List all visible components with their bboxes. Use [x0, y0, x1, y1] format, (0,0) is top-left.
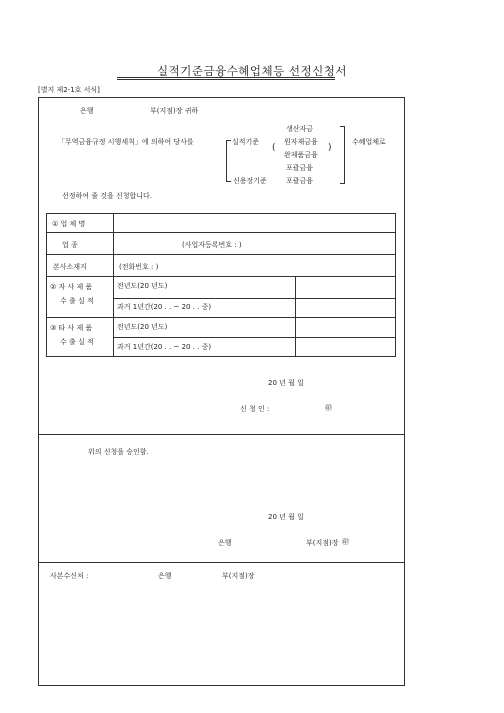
approval-bank: 은행 [218, 539, 232, 547]
title-underline-double [117, 79, 335, 80]
copy-to-bank: 은행 [158, 572, 172, 580]
inner-left-paren: ( [272, 143, 276, 153]
closing-text: 선정하여 줄 것을 신청합니다. [62, 192, 153, 200]
business-type-label: 업 종 [62, 241, 78, 249]
other-export-label: ③ 타 사 제 품 [50, 324, 93, 332]
info-table [46, 213, 396, 357]
title-underline [117, 77, 335, 78]
business-reg-field: (사업자등록번호 : ) [182, 241, 242, 249]
own-prev-year: 전년도(20 년도) [117, 282, 168, 290]
option-raw-material: 원자재금융 [284, 138, 318, 146]
inner-right-paren: ) [328, 143, 332, 153]
export-value-divider [295, 276, 296, 357]
approval-seal-icon: ㊞ [342, 538, 349, 546]
copy-divider [38, 562, 405, 563]
bracket-bottom-tick [226, 181, 231, 182]
right-bracket [340, 126, 345, 184]
other-export-label-2: 수 출 실 적 [60, 338, 94, 346]
credit-basis-label: 신용장기준 [233, 177, 267, 185]
own-export-label: ② 자 사 제 품 [50, 283, 93, 291]
branch-addressee: 부(지점)장 귀하 [150, 107, 199, 115]
own-past-year: 과거 1년간(20 . . ~ 20 . . 중) [117, 303, 212, 311]
performance-basis-label: 실적기준 [232, 138, 260, 146]
own-export-label-2: 수 출 실 적 [60, 297, 94, 305]
row-divider-4a [113, 337, 396, 338]
phone-field: (전화번호 : ) [119, 263, 159, 271]
basis-text: 「무역금융규정 시행세칙」에 의하여 당사를 [58, 138, 194, 146]
row-divider-3 [46, 276, 396, 277]
row-divider-2 [46, 254, 396, 255]
copy-to-label: 사본수신처 : [50, 572, 89, 580]
option-production: 생산자금 [286, 125, 314, 133]
form-frame [38, 97, 405, 686]
left-bracket-line [226, 140, 227, 181]
page-title: 실적기준금융수혜업체등 선정신청서 [157, 64, 347, 78]
table-label-divider [113, 213, 114, 357]
row-divider-1 [46, 232, 396, 233]
approval-date: 20 년 월 일 [268, 513, 304, 521]
bank-label: 은행 [80, 107, 94, 115]
bracket-top-tick [226, 140, 231, 141]
option-finished-goods: 완제품금융 [284, 151, 318, 159]
approval-branch: 부(지점)장 [306, 539, 339, 547]
beneficiary-text: 수혜업체로 [352, 138, 386, 146]
row-divider-3a [113, 298, 396, 299]
applicant-label: 신 청 인 : [240, 405, 270, 413]
company-name-label: ① 업 체 명 [52, 220, 86, 228]
hq-location-label: 본사소재지 [53, 263, 87, 271]
option-credit-comprehensive: 포괄금융 [286, 177, 314, 185]
approval-divider [38, 434, 405, 435]
option-comprehensive: 포괄금융 [286, 164, 314, 172]
row-divider-4 [46, 317, 396, 318]
copy-to-branch: 부(지점)장 [222, 572, 255, 580]
other-prev-year: 전년도(20 년도) [117, 323, 168, 331]
seal-icon: ㊞ [325, 404, 332, 412]
approval-text: 위의 신청을 승인함. [88, 448, 149, 456]
other-past-year: 과거 1년간(20 . . ~ 20 . . 중) [117, 343, 212, 351]
form-number: [별지 제2-1호 서식] [38, 86, 100, 94]
application-date: 20 년 월 일 [268, 379, 304, 387]
